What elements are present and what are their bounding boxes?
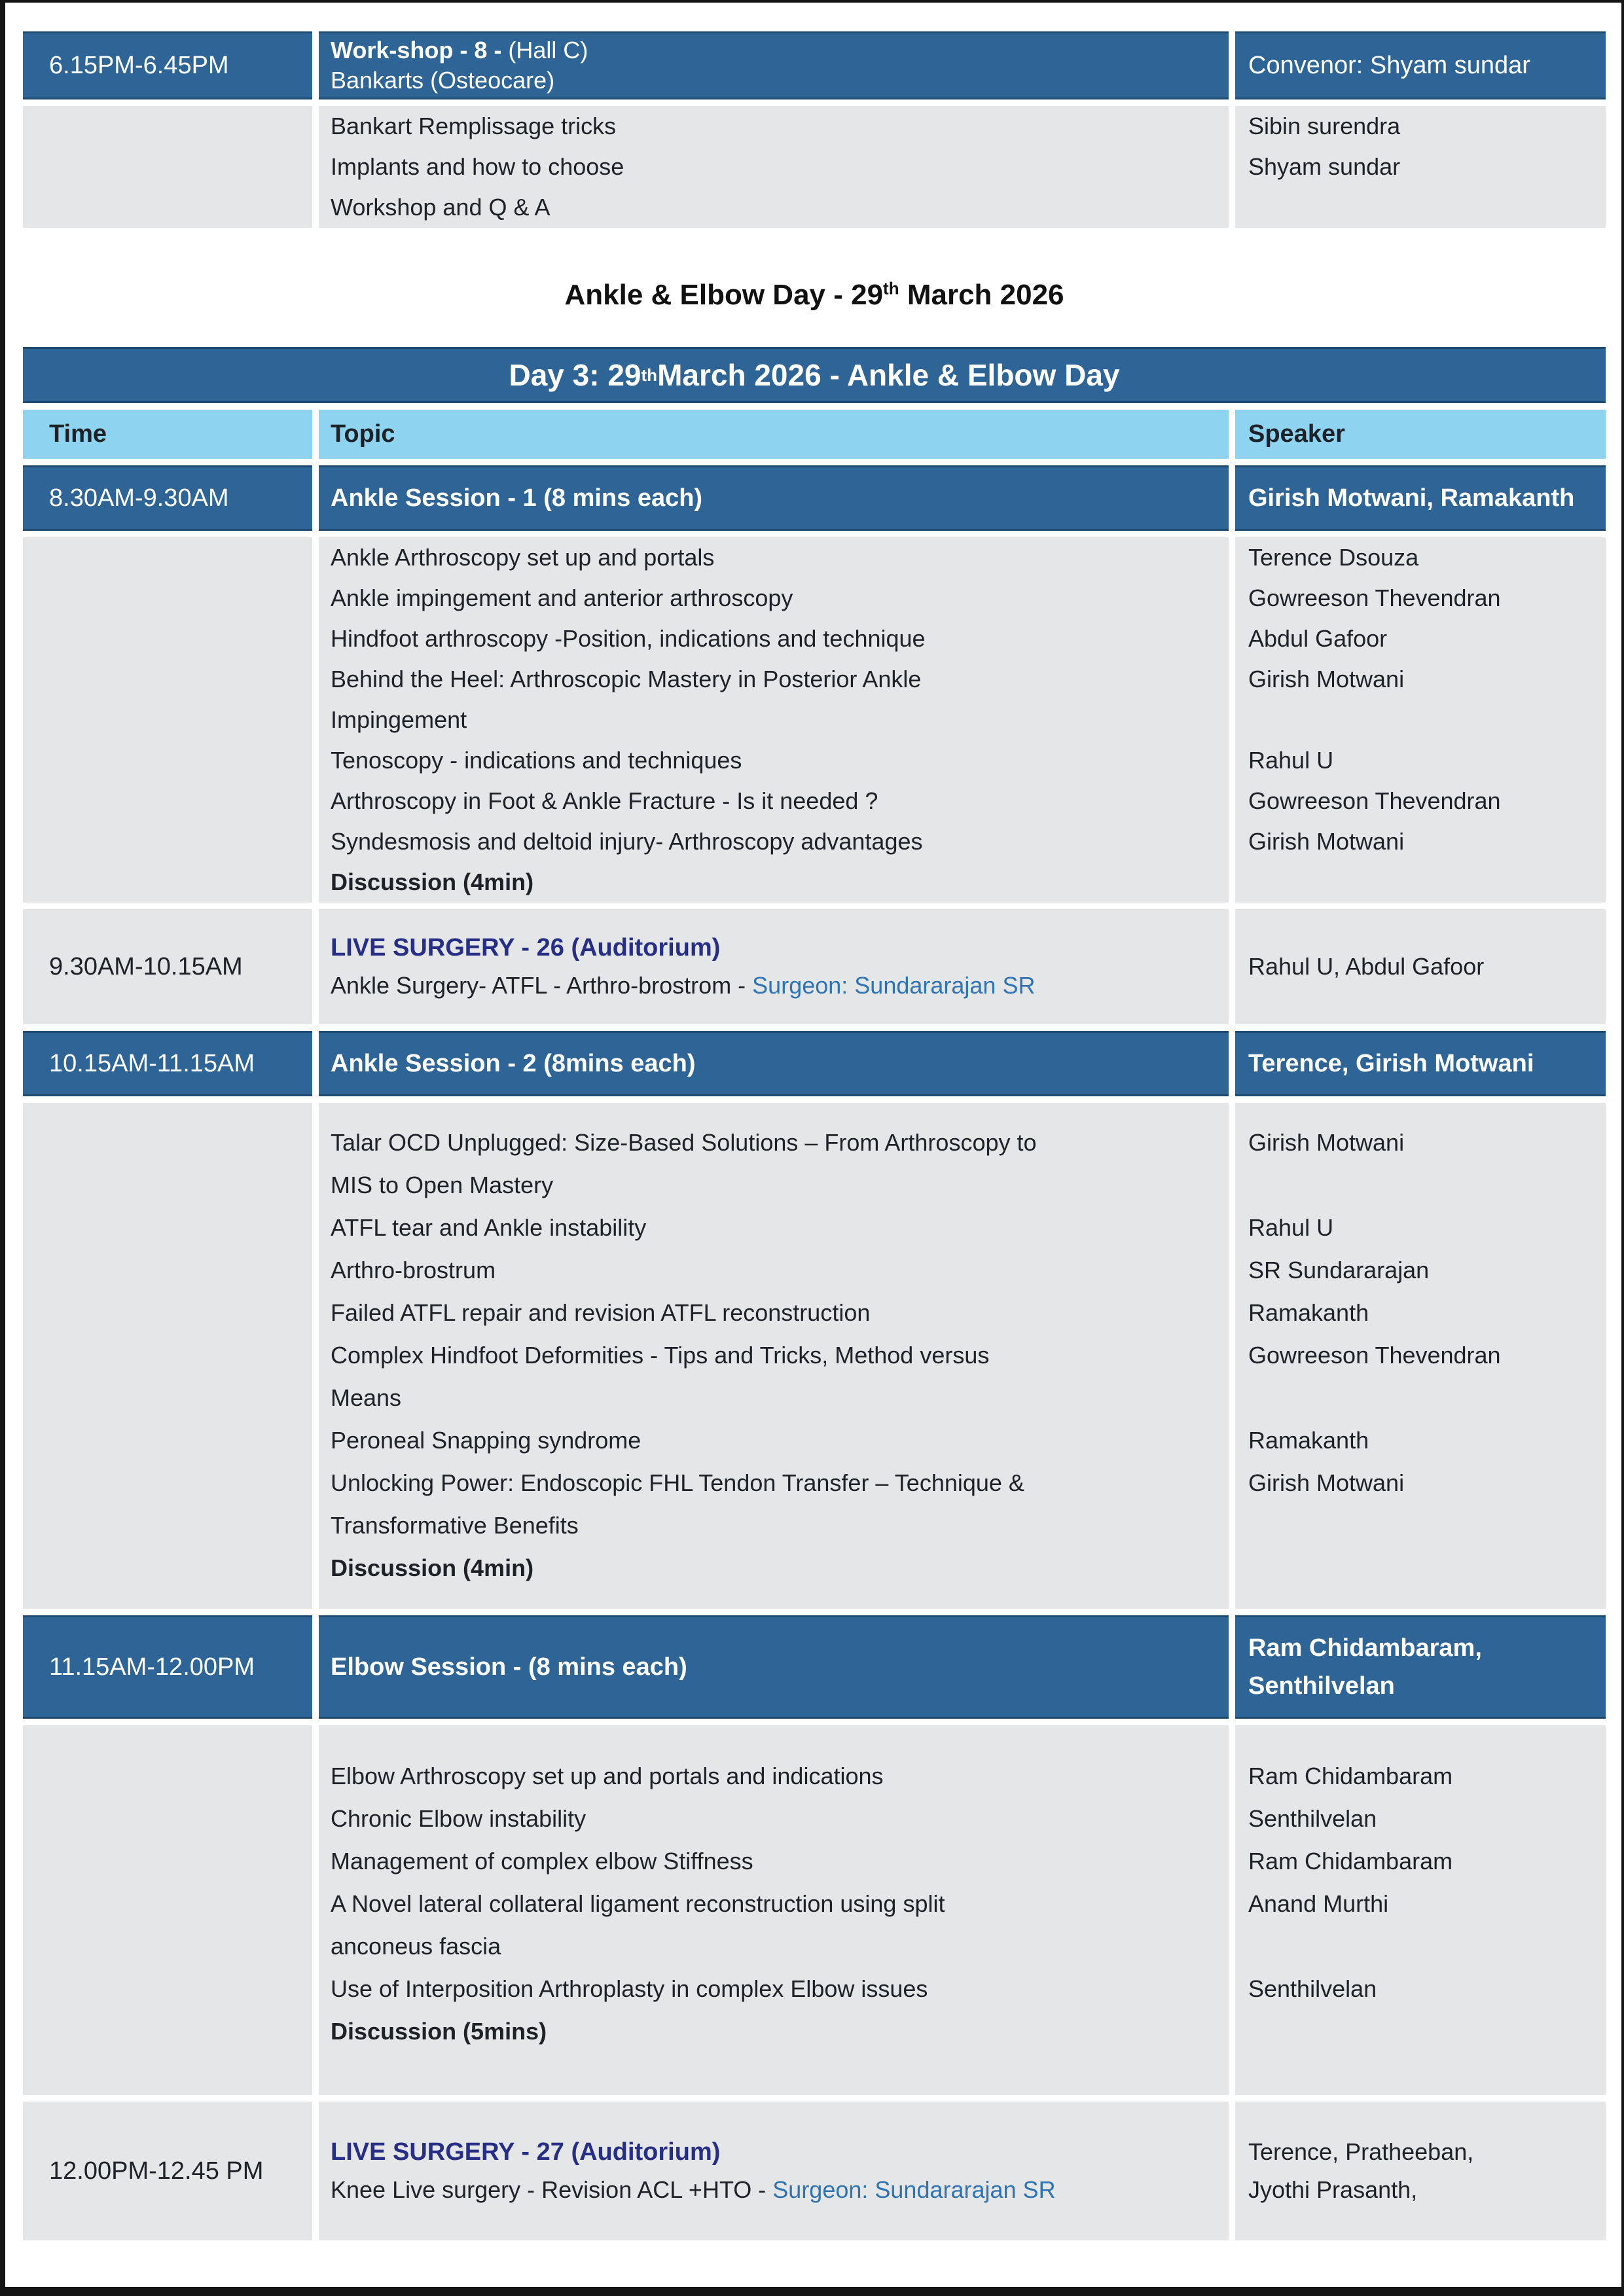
page-title (23, 279, 1606, 312)
speaker-line (1248, 1504, 1606, 1547)
topic-line: Transformative Benefits (331, 1512, 579, 1539)
elbow-session-title: Elbow Session - (8 mins each) (331, 1653, 687, 1681)
topic-line: Peroneal Snapping syndrome (331, 1427, 641, 1454)
workshop-time-cell (23, 31, 312, 99)
topic-line: Impingement (331, 706, 467, 733)
elbow-session-chairs-cell (1235, 1615, 1606, 1719)
ankle-session-1-time-cell (23, 465, 312, 531)
speaker-line (1248, 700, 1606, 740)
speaker-line: Shyam sundar (1248, 153, 1401, 180)
ankle-session-2-topics-cell (319, 1103, 1229, 1609)
topic-line: anconeus fascia (331, 1933, 501, 1960)
live-surgery-27-time-cell (23, 2102, 312, 2240)
column-header-time: Time (23, 410, 312, 459)
speaker-line: Ram Chidambaram (1248, 1848, 1453, 1874)
workshop-hall: (Hall C) (508, 37, 588, 63)
day3-header-text: Day 3: 29 (509, 358, 641, 392)
speaker-line: Ramakanth (1248, 1299, 1369, 1326)
workshop-title-line (331, 35, 588, 65)
topic-line: A Novel lateral collateral ligament reconstruction using split (331, 1890, 945, 1917)
speaker-line: Girish Motwani (1248, 828, 1405, 855)
ankle-session-2-speakers-cell (1235, 1103, 1606, 1609)
column-header-row (23, 410, 1606, 459)
ankle-session-1-topics-cell (319, 537, 1229, 903)
speaker-line: Abdul Gafoor (1248, 625, 1388, 652)
workshop-topics-cell (319, 106, 1229, 228)
topic-line: Implants and how to choose (331, 153, 624, 180)
topic-line: Unlocking Power: Endoscopic FHL Tendon Transfer – Technique & (331, 1469, 1024, 1496)
topic-line: Discussion (4min) (331, 1554, 534, 1581)
elbow-session-header-row (23, 1615, 1606, 1719)
ankle-session-1-details-row (23, 537, 1606, 903)
elbow-session-chair-2: Senthilvelan (1248, 1672, 1395, 1700)
live-surgery-27-speakers-1: Terence, Pratheeban, (1248, 2138, 1474, 2165)
topic-line: Elbow Arthroscopy set up and portals and indications (331, 1763, 884, 1789)
speaker-line: Rahul U (1248, 1214, 1334, 1241)
topic-line: Behind the Heel: Arthroscopic Mastery in Posterior Ankle (331, 666, 922, 692)
live-surgery-26-speakers: Rahul U, Abdul Gafoor (1248, 953, 1485, 980)
workshop-title-cell (319, 31, 1229, 99)
column-header-topic: Topic (319, 410, 1229, 459)
topic-line: Discussion (5mins) (331, 2018, 547, 2045)
speaker-line: Senthilvelan (1248, 1975, 1377, 2002)
speaker-line: Terence Dsouza (1248, 544, 1419, 571)
live-surgery-26-title: LIVE SURGERY - 26 (Auditorium) (331, 934, 721, 961)
elbow-session-time-cell (23, 1615, 312, 1719)
speaker-line: Sibin surendra (1248, 113, 1401, 139)
live-surgery-26-speaker-cell (1235, 909, 1606, 1024)
speaker-line: Gowreeson Thevendran (1248, 1342, 1501, 1369)
topic-line: Discussion (4min) (331, 869, 534, 895)
topic-line: Tenoscopy - indications and techniques (331, 747, 742, 774)
elbow-session-details-row (23, 1725, 1606, 2095)
ankle-session-2-chairs: Terence, Girish Motwani (1248, 1050, 1534, 1077)
ankle-session-1-speakers-cell (1235, 537, 1606, 903)
ankle-session-2-title: Ankle Session - 2 (8mins each) (331, 1049, 696, 1077)
topic-line: Workshop and Q & A (331, 194, 550, 221)
ankle-session-1-header-row (23, 465, 1606, 531)
speaker-line (1248, 2010, 1606, 2053)
workshop-8-section (23, 31, 1606, 228)
topic-line: ATFL tear and Ankle instability (331, 1214, 647, 1241)
live-surgery-26-desc-line (331, 967, 1229, 1005)
workshop-convenor: Convenor: Shyam sundar (1248, 51, 1530, 79)
speaker-line: Gowreeson Thevendran (1248, 787, 1501, 814)
live-surgery-27-speakers-2: Jyothi Prasanth, (1248, 2176, 1418, 2203)
speaker-line (1248, 1547, 1606, 1589)
speaker-line: SR Sundararajan (1248, 1257, 1430, 1283)
workshop-title-block (331, 35, 588, 96)
workshop-subtitle: Bankarts (Osteocare) (331, 67, 555, 94)
topic-line: Bankart Remplissage tricks (331, 113, 617, 139)
ankle-session-2-details-row (23, 1103, 1606, 1609)
elbow-session-speakers-cell (1235, 1725, 1606, 2095)
ankle-session-2-time-cell (23, 1031, 312, 1096)
live-surgery-27-row (23, 2102, 1606, 2240)
elbow-session-empty-time-cell (23, 1725, 312, 2095)
workshop-time: 6.15PM-6.45PM (49, 51, 229, 79)
ankle-session-1-chairs: Girish Motwani, Ramakanth (1248, 484, 1575, 512)
live-surgery-26-time-cell (23, 909, 312, 1024)
elbow-session-title-cell (319, 1615, 1229, 1719)
topic-line: Failed ATFL repair and revision ATFL reconstruction (331, 1299, 871, 1326)
workshop-empty-time-cell (23, 106, 312, 228)
ankle-session-2-empty-time-cell (23, 1103, 312, 1609)
live-surgery-27-topic-cell (319, 2102, 1229, 2240)
speaker-line: Girish Motwani (1248, 666, 1405, 692)
topic-line: Use of Interposition Arthroplasty in complex Elbow issues (331, 1975, 928, 2002)
topic-line: Arthro-brostrum (331, 1257, 496, 1283)
speaker-line (1248, 862, 1606, 903)
column-header-speaker: Speaker (1235, 410, 1606, 459)
workshop-convenor-cell (1235, 31, 1606, 99)
page-title-date: March 2026 (899, 279, 1064, 311)
speaker-line (1248, 1164, 1606, 1206)
speaker-line (1248, 1376, 1606, 1419)
speaker-line: Anand Murthi (1248, 1890, 1389, 1917)
live-surgery-27-desc-line (331, 2171, 1229, 2209)
day3-table (23, 347, 1606, 2240)
topic-line: Management of complex elbow Stiffness (331, 1848, 753, 1874)
speaker-line: Ram Chidambaram (1248, 1763, 1453, 1789)
page-title-text: Ankle & Elbow Day - 29 (564, 279, 884, 311)
ankle-session-1-title-cell (319, 465, 1229, 531)
speaker-line: Ramakanth (1248, 1427, 1369, 1454)
day3-header-bar: Day 3: 29 th March 2026 - Ankle & Elbow Day (23, 347, 1606, 403)
topic-line: Syndesmosis and deltoid injury- Arthroscopy advantages (331, 828, 923, 855)
workshop-body-row (23, 106, 1606, 228)
ankle-session-1-title: Ankle Session - 1 (8 mins each) (331, 484, 703, 512)
workshop-speakers-cell (1235, 106, 1606, 228)
topic-line: Hindfoot arthroscopy -Position, indications and technique (331, 625, 926, 652)
topic-line: Arthroscopy in Foot & Ankle Fracture - Is it needed ? (331, 787, 878, 814)
live-surgery-26-surgeon: Surgeon: Sundararajan SR (752, 972, 1036, 999)
topic-line: Talar OCD Unplugged: Size-Based Solutions – From Arthroscopy to (331, 1129, 1037, 1156)
ankle-session-1-empty-time-cell (23, 537, 312, 903)
elbow-session-topics-cell (319, 1725, 1229, 2095)
speaker-line: Rahul U (1248, 747, 1334, 774)
day3-header-date: March 2026 - Ankle & Elbow Day (657, 358, 1120, 392)
ankle-session-1-chairs-cell (1235, 465, 1606, 531)
ankle-session-1-time: 8.30AM-9.30AM (49, 484, 229, 512)
live-surgery-26-row (23, 909, 1606, 1024)
topic-line: MIS to Open Mastery (331, 1172, 554, 1198)
speaker-line: Girish Motwani (1248, 1469, 1405, 1496)
topic-line: Ankle Arthroscopy set up and portals (331, 544, 715, 571)
live-surgery-27-speaker-cell (1235, 2102, 1606, 2240)
live-surgery-27-time: 12.00PM-12.45 PM (49, 2157, 264, 2185)
live-surgery-26-time: 9.30AM-10.15AM (49, 952, 243, 980)
elbow-session-chair-1: Ram Chidambaram, (1248, 1634, 1482, 1662)
ankle-session-2-header-row (23, 1031, 1606, 1096)
speaker-line: Girish Motwani (1248, 1129, 1405, 1156)
ankle-session-2-title-cell (319, 1031, 1229, 1096)
speaker-line (1248, 187, 1606, 228)
page-title-superscript: th (883, 278, 899, 298)
workshop-header-row (23, 31, 1606, 99)
speaker-line (1248, 1925, 1606, 1967)
topic-line: Means (331, 1384, 402, 1411)
speaker-line: Senthilvelan (1248, 1805, 1377, 1832)
live-surgery-26-desc: Ankle Surgery- ATFL - Arthro-brostrom - (331, 972, 753, 999)
live-surgery-26-topic-cell (319, 909, 1229, 1024)
live-surgery-27-surgeon: Surgeon: Sundararajan SR (772, 2176, 1056, 2203)
live-surgery-27-title: LIVE SURGERY - 27 (Auditorium) (331, 2138, 721, 2166)
ankle-session-2-time: 10.15AM-11.15AM (49, 1049, 255, 1077)
topic-line: Complex Hindfoot Deformities - Tips and Tricks, Method versus (331, 1342, 990, 1369)
live-surgery-27-desc: Knee Live surgery - Revision ACL +HTO - (331, 2176, 773, 2203)
workshop-title: Work-shop - 8 - (331, 37, 509, 63)
elbow-session-time: 11.15AM-12.00PM (49, 1653, 255, 1681)
speaker-line: Gowreeson Thevendran (1248, 584, 1501, 611)
topic-line: Ankle impingement and anterior arthroscopy (331, 584, 793, 611)
topic-line: Chronic Elbow instability (331, 1805, 586, 1832)
ankle-session-2-chairs-cell (1235, 1031, 1606, 1096)
